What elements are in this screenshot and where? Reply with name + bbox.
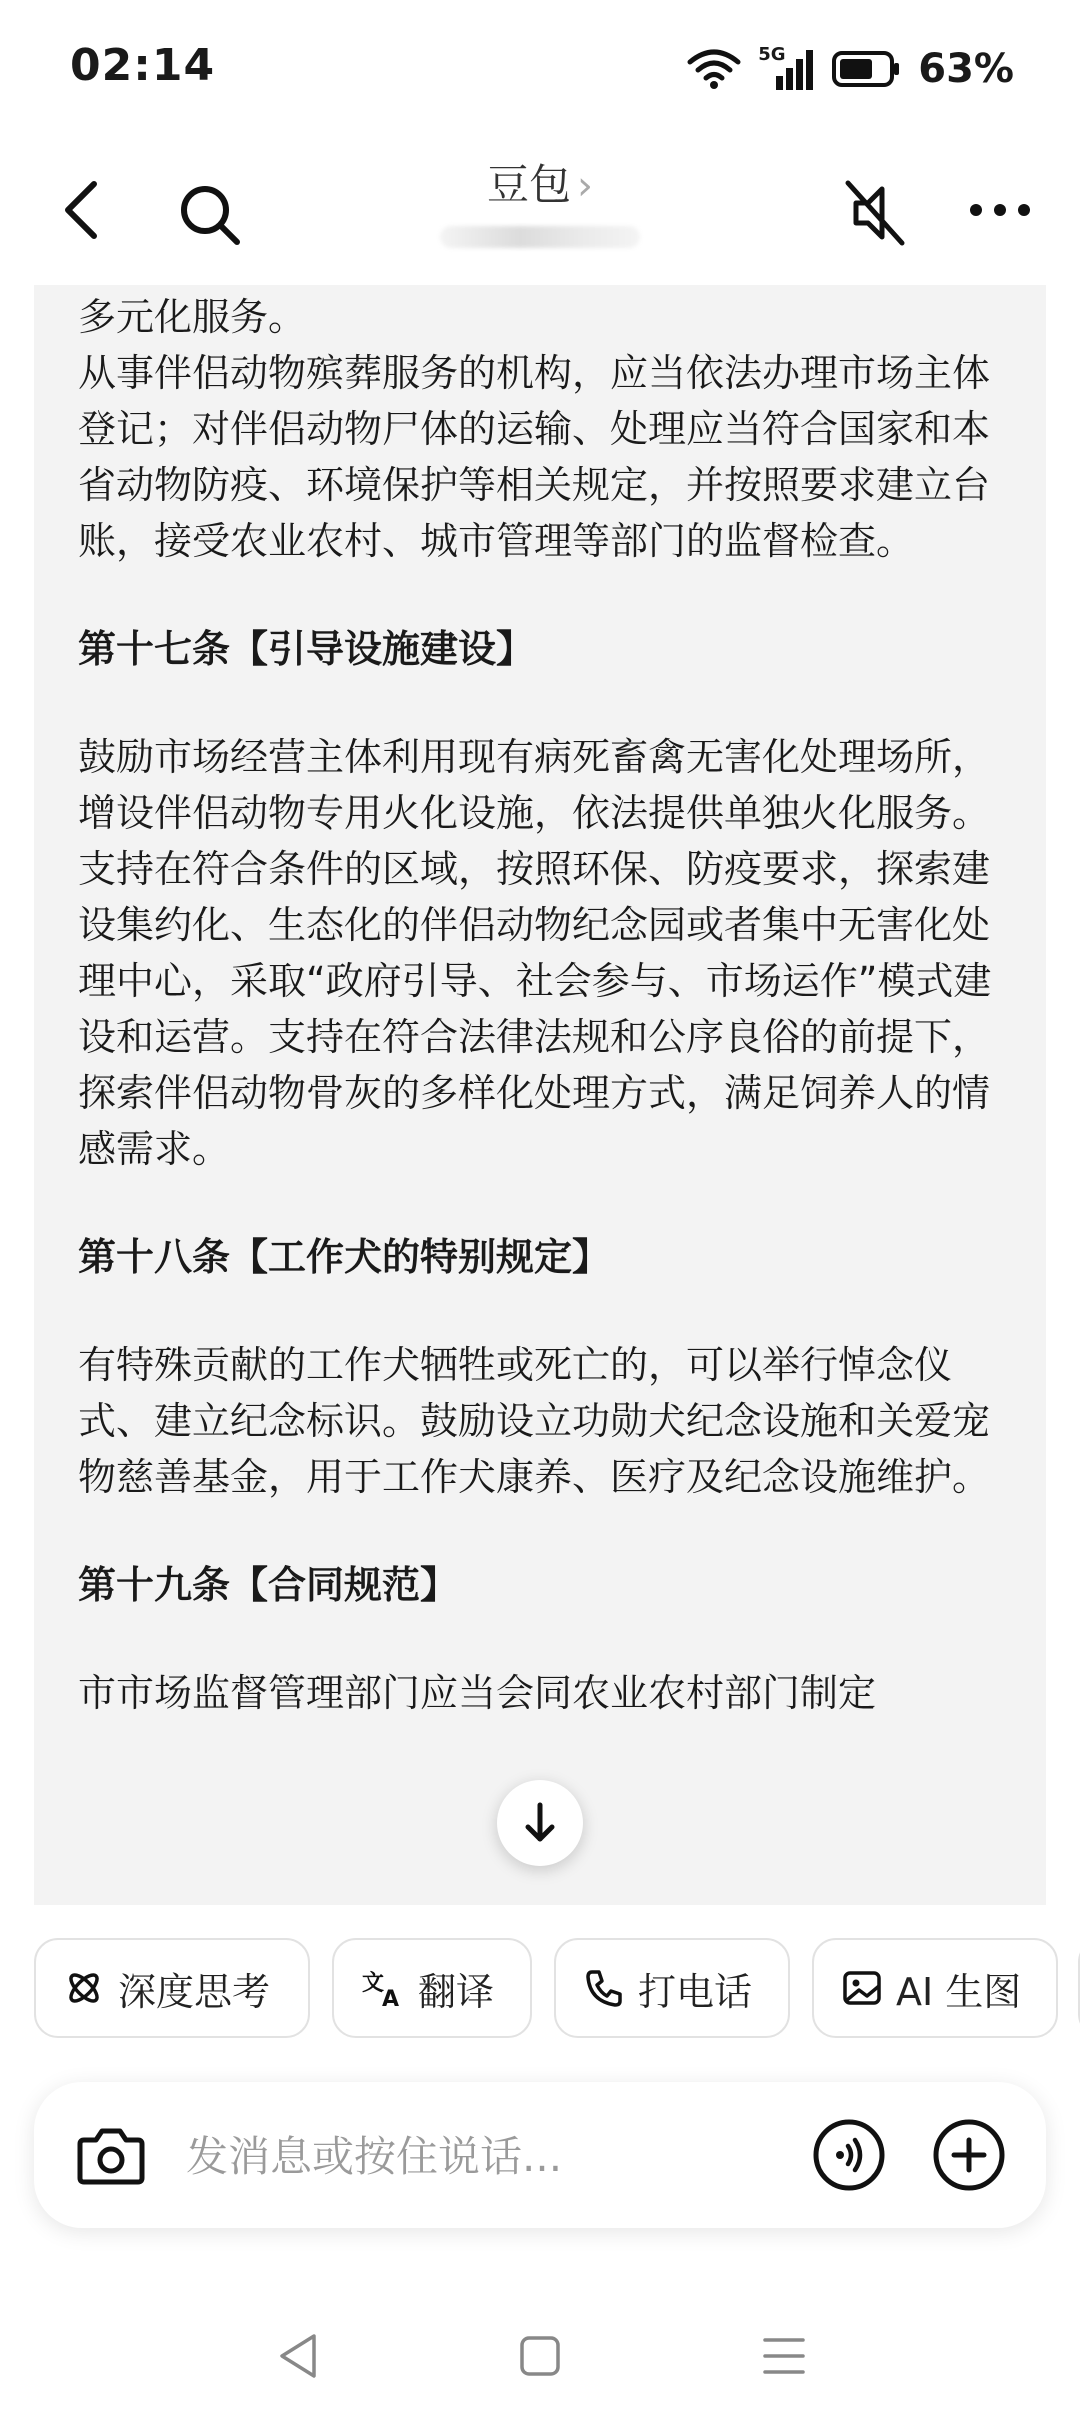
chip-label: 翻译 [418, 1969, 495, 2014]
camera-button[interactable] [76, 2120, 146, 2190]
image-icon [842, 1968, 882, 2008]
scroll-to-bottom-button[interactable] [497, 1780, 583, 1866]
quick-actions [34, 1938, 1080, 2042]
translate-icon [362, 1968, 404, 2008]
phone-icon [584, 1968, 624, 2008]
chip-label: 深度思考 [118, 1969, 271, 2014]
article-heading: 第十七条【引导设施建设】 [78, 627, 535, 671]
menu-lines-icon [761, 2334, 807, 2378]
mute-button[interactable] [830, 168, 920, 258]
status-icons [686, 44, 1014, 94]
back-icon [58, 178, 102, 242]
chevron-right-icon: › [577, 163, 593, 209]
voice-button[interactable] [812, 2118, 886, 2192]
message-input-bar [34, 2082, 1046, 2228]
voice-icon [812, 2118, 886, 2192]
triangle-back-icon [276, 2332, 320, 2380]
more-icon [968, 202, 1032, 218]
add-button[interactable] [932, 2118, 1006, 2192]
plus-icon [932, 2118, 1006, 2192]
svg-text:文: 文 [362, 1971, 385, 1996]
signal-icon [758, 46, 816, 92]
network-type: 5G [758, 44, 786, 65]
message-content[interactable] [34, 285, 1046, 1905]
status-time: 02:14 [70, 40, 216, 91]
back-button[interactable] [40, 170, 120, 250]
search-button[interactable] [165, 170, 255, 260]
page-title: 豆包 [486, 160, 571, 209]
message-input[interactable]: 发消息或按住说话... [186, 2132, 563, 2181]
nav-back-button[interactable] [258, 2316, 338, 2396]
arrow-down-icon [520, 1801, 560, 1845]
paragraph: 市市场监督管理部门应当会同农业农村部门制定 [78, 1671, 877, 1715]
mute-icon [840, 177, 910, 249]
cellular-signal [758, 46, 816, 92]
svg-text:A: A [382, 1987, 400, 2008]
paragraph: 有特殊贡献的工作犬牺牲或死亡的，可以举行悼念仪式、建立纪念标识。鼓励设立功勋犬纪念设施和关爱宠物慈善基金，用于工作犬康养、医疗及纪念设施维护。 [78, 1343, 991, 1499]
chat-title[interactable] [440, 152, 640, 248]
battery-percent: 63% [918, 46, 1014, 92]
chip-label: AI 生图 [896, 1969, 1022, 2014]
chat-header [0, 140, 1080, 290]
battery-icon [832, 50, 902, 88]
article-heading: 第十八条【工作犬的特别规定】 [78, 1235, 611, 1279]
search-icon [177, 182, 243, 248]
paragraph: 多元化服务。 从事伴侣动物殡葬服务的机构，应当依法办理市场主体登记；对伴侣动物尸体的运输、处理应当符合国家和本省动物防疫、环境保护等相关规定，并按照要求建立台账，接受农业农村、城市管理等部门的监督检查。 [78, 295, 991, 563]
paragraph: 鼓励市场经营主体利用现有病死畜禽无害化处理场所，增设伴侣动物专用火化设施，依法提供单独火化服务。 支持在符合条件的区域，按照环保、防疫要求，探索建设集约化、生态化的伴侣动物纪念园或者集中无害化处理中心，采取“政府引导、社会参与、市场运作”模式建设和运营。支持在符合法律法规和公序良俗的前提下，探索伴侣动物骨灰的多样化处理方式，满足饲养人的情感需求。 [78, 735, 992, 1171]
chip-call[interactable] [554, 1938, 790, 2038]
square-home-icon [518, 2334, 562, 2378]
status-bar [0, 0, 1080, 140]
wifi-icon [686, 48, 742, 90]
nav-home-button[interactable] [500, 2316, 580, 2396]
subtitle-blurred [440, 226, 640, 248]
more-button[interactable] [955, 170, 1045, 250]
chip-deep-thinking[interactable] [34, 1938, 310, 2038]
article-heading: 第十九条【合同规范】 [78, 1563, 459, 1607]
atom-icon [64, 1968, 104, 2008]
message-text [78, 285, 1008, 1721]
system-nav-bar [0, 2300, 1080, 2412]
nav-recents-button[interactable] [744, 2316, 824, 2396]
camera-icon [76, 2120, 146, 2190]
chip-translate[interactable] [332, 1938, 532, 2038]
chip-label: 打电话 [638, 1969, 753, 2014]
chip-ai-image[interactable] [812, 1938, 1058, 2038]
